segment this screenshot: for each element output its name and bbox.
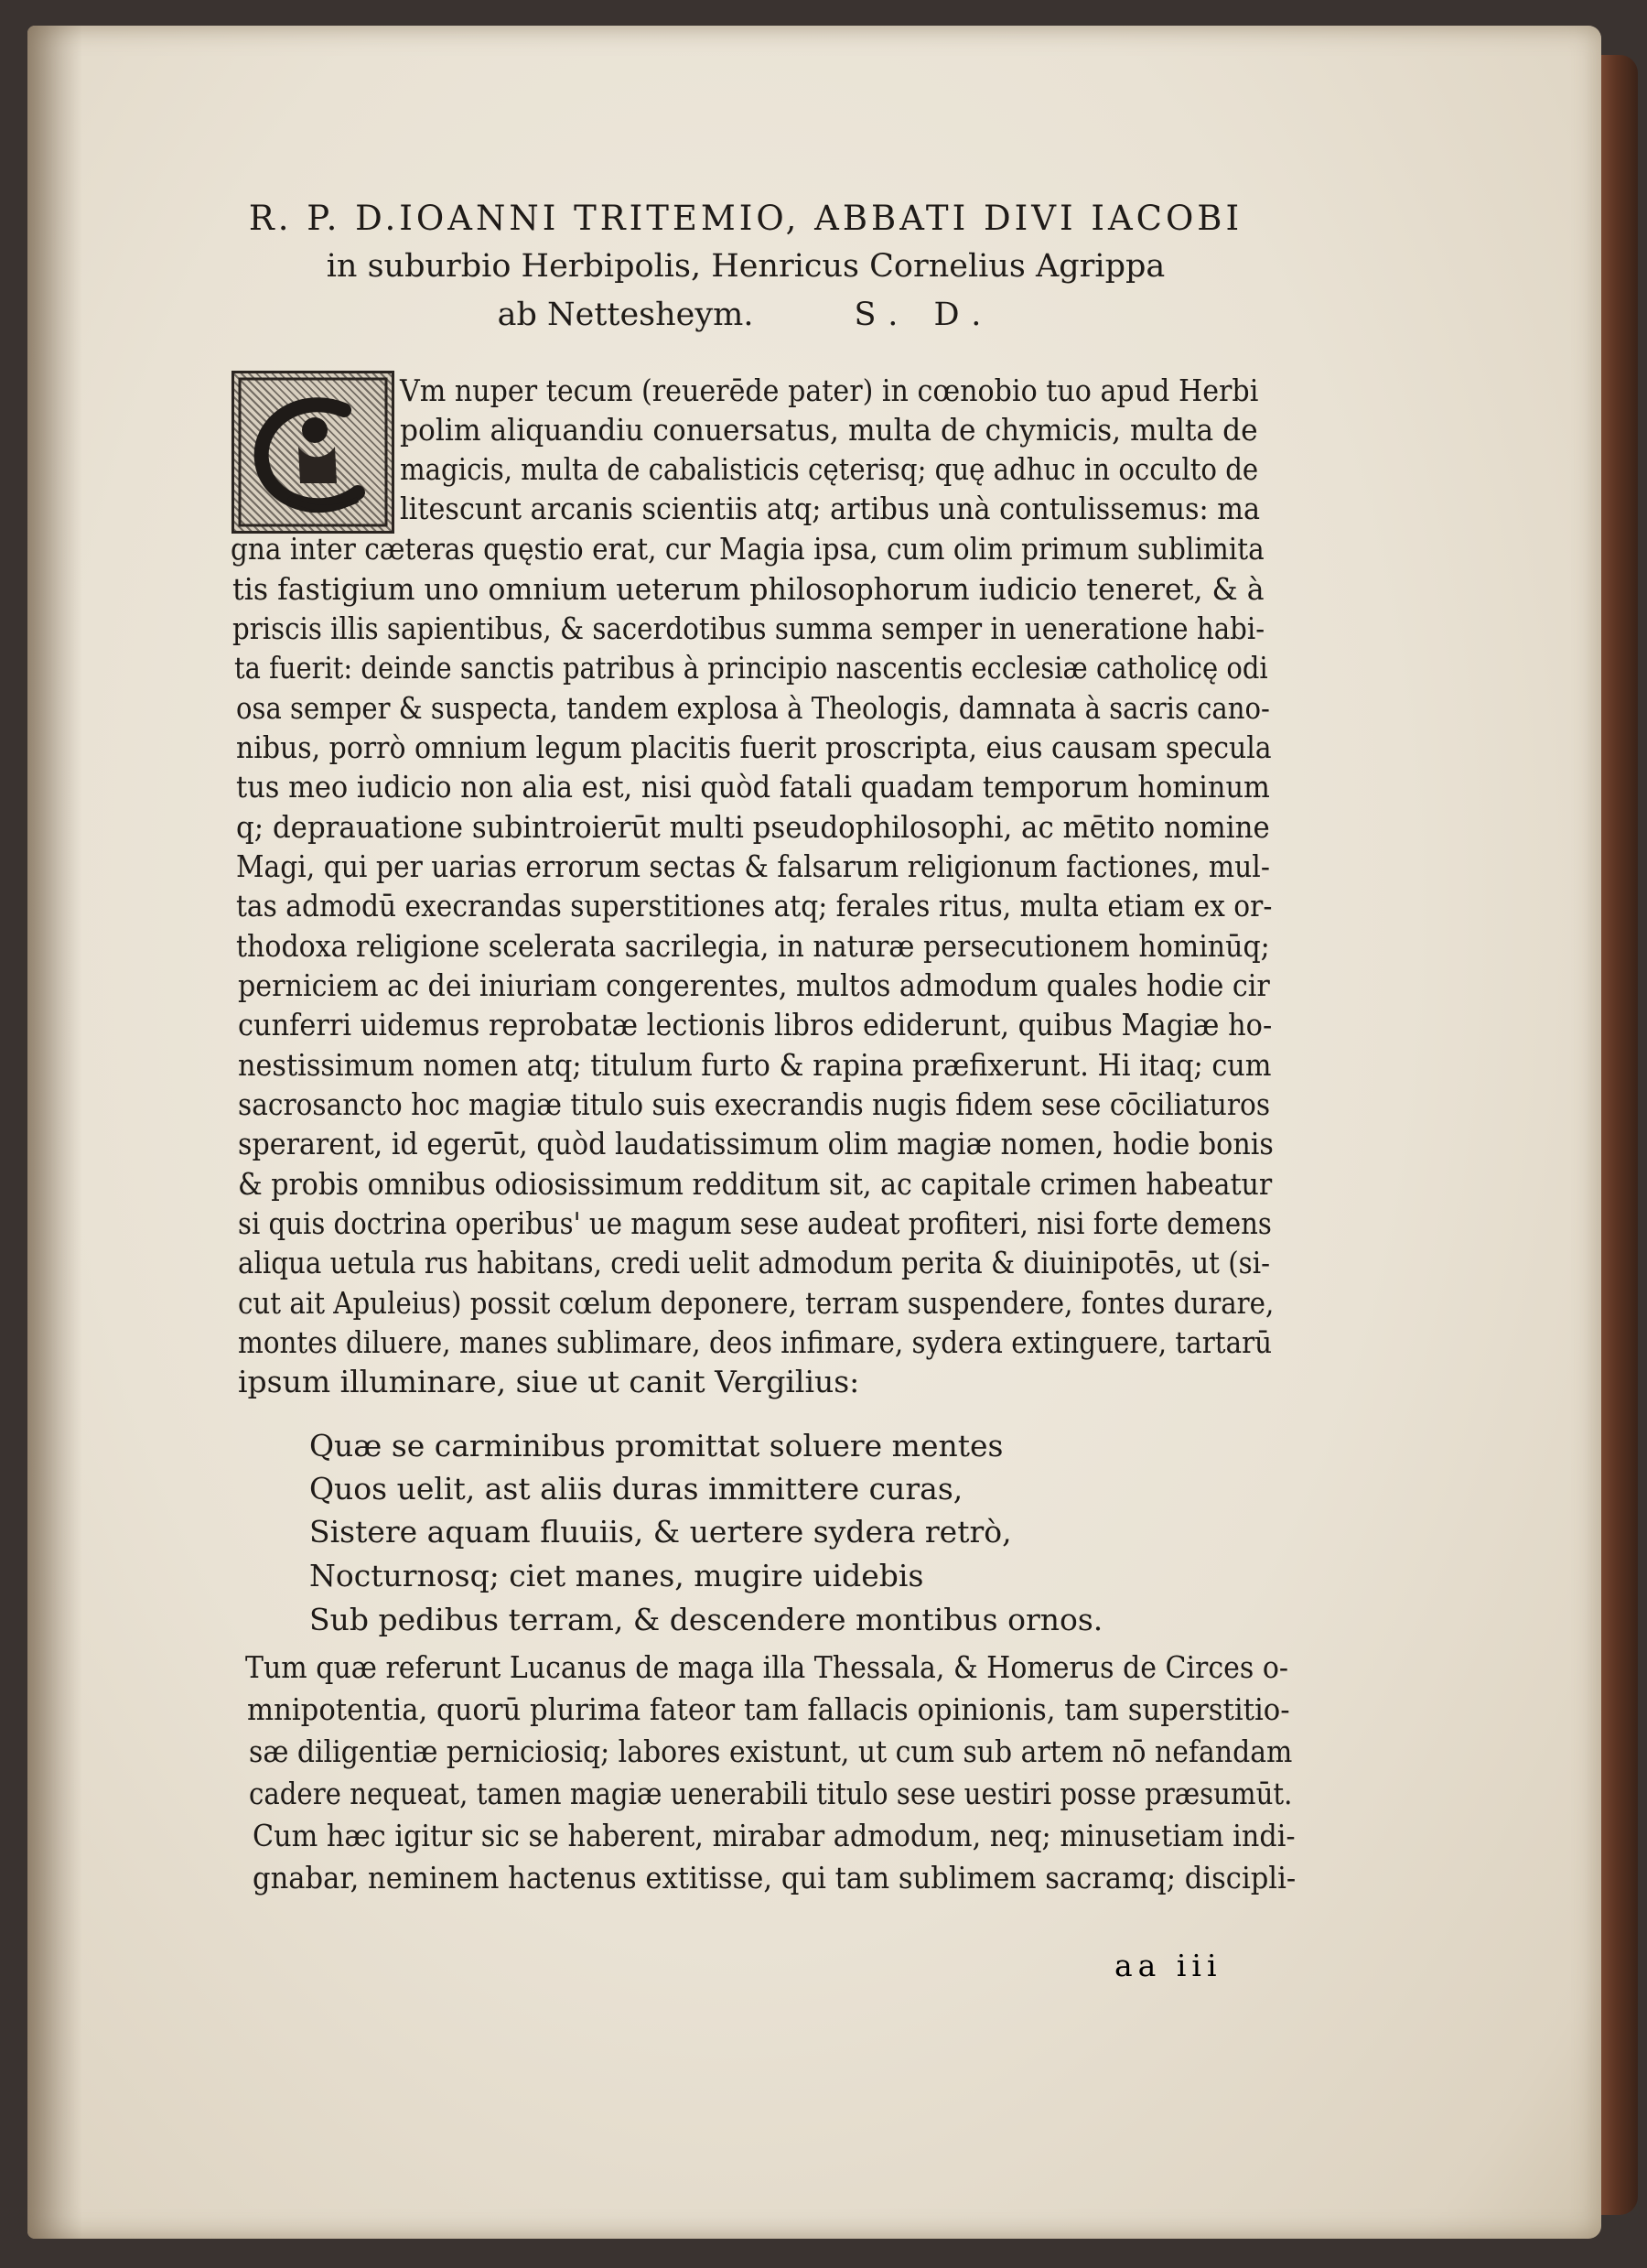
verse-line: Quos uelit, ast aliis duras immittere curas, (309, 1471, 963, 1507)
closing-line: Cum hæc igitur sic se haberent, mirabar admodum, neq; minusetiam indi- (253, 1818, 1296, 1853)
body-line: sperarent, id egerūt, quòd laudatissimum olim magiæ nomen, hodie bonis (238, 1126, 1274, 1161)
heading-line-3 (247, 291, 1244, 340)
decorated-initial-icon (231, 371, 394, 534)
body-line: Magi, qui per uarias errorum sectas & falsarum religionum factiones, mul- (236, 848, 1270, 884)
body-line: tas admodū execrandas superstitiones atq; ferales ritus, multa etiam ex or- (236, 888, 1273, 923)
body-line: si quis doctrina operibus' ue magum sese audeat profiteri, nisi forte demens (238, 1205, 1272, 1241)
gutter-shadow (27, 26, 82, 2239)
closing-line: gnabar, neminem hactenus extitisse, qui tam sublimem sacramq; discipli- (253, 1860, 1297, 1895)
body-line: nestissimum nomen atq; titulum furto & rapina præfixerunt. Hi itaq; cum (238, 1047, 1272, 1083)
body-line: montes diluere, manes sublimare, deos infimare, sydera extinguere, tartarū (238, 1324, 1273, 1360)
body-line: ipsum illuminare, siue ut canit Vergilius: (238, 1364, 860, 1399)
signature-mark: aa iii (1114, 1948, 1222, 1983)
body-line: ta fuerit: deinde sanctis patribus à principio nascentis ecclesiæ catholicę odi (234, 650, 1268, 686)
verse-line: Sistere aquam fluuiis, & uertere sydera retrò, (309, 1514, 1012, 1550)
body-line: tus meo iudicio non alia est, nisi quòd fatali quadam temporum hominum (236, 769, 1270, 805)
body-line: cut ait Apuleius) possit cœlum deponere, terram suspendere, fontes durare, (238, 1285, 1275, 1321)
heading-line-1: R. P. D.IOANNI TRITEMIO, ABBATI DIVI IACOBI (248, 199, 1243, 238)
body-line: osa semper & suspecta, tandem explosa à Theologis, damnata à sacris cano- (236, 690, 1270, 726)
body-line: litescunt arcanis scientiis atq; artibus unà contulissemus: ma (400, 491, 1261, 526)
body-line: nibus, porrò omnium legum placitis fuerit proscripta, eius causam specula (236, 729, 1272, 765)
verse-line: Sub pedibus terram, & descendere montibus ornos. (309, 1602, 1103, 1637)
body-line: q; deprauatione subintroierūt multi pseudophilosophi, ac mētito nomine (236, 809, 1270, 845)
body-line: aliqua uetula rus habitans, credi uelit admodum perita & diuinipotēs, ut (si- (238, 1245, 1271, 1280)
body-line: thodoxa religione scelerata sacrilegia, in naturæ persecutionem hominūq; (236, 928, 1270, 964)
body-line: gna inter cæteras quęstio erat, cur Magia ipsa, cum olim primum sublimita (231, 531, 1265, 567)
body-line: magicis, multa de cabalisticis cęterisq; quę adhuc in occulto de (400, 451, 1259, 487)
heading-line-2: in suburbio Herbipolis, Henricus Cornelius Agrippa (326, 248, 1166, 285)
heading-salutation: S. D. (854, 297, 995, 333)
body-line: perniciem ac dei iniuriam congerentes, multos admodum quales hodie cir (238, 967, 1270, 1003)
heading-line-3-name: ab Nettesheym. (497, 297, 754, 333)
closing-line: sæ diligentiæ perniciosiq; labores existunt, ut cum sub artem nō nefandam (249, 1733, 1293, 1769)
closing-line: Tum quæ referunt Lucanus de maga illa Thessala, & Homerus de Circes o- (245, 1649, 1288, 1685)
verse-line: Quæ se carminibus promittat soluere mentes (309, 1428, 1004, 1463)
body-line: & probis omnibus odiosissimum redditum sit, ac capitale crimen habeatur (238, 1166, 1273, 1202)
body-line: Vm nuper tecum (reuerēde pater) in cœnobio tuo apud Herbi (400, 373, 1259, 408)
body-line: cunferri uidemus reprobatæ lectionis libros ediderunt, quibus Magiæ ho- (238, 1007, 1273, 1042)
closing-line: mnipotentia, quorū plurima fateor tam fallacis opinionis, tam superstitio- (247, 1691, 1290, 1727)
body-line: tis fastigium uno omnium ueterum philosophorum iudicio teneret, & à (232, 571, 1265, 607)
body-line: priscis illis sapientibus, & sacerdotibus summa semper in ueneratione habi- (232, 610, 1265, 646)
verse-line: Nocturnosq; ciet manes, mugire uidebis (309, 1558, 924, 1593)
closing-line: cadere nequeat, tamen magiæ uenerabili titulo sese uestiri posse præsumūt. (249, 1776, 1293, 1811)
body-line: sacrosancto hoc magiæ titulo suis execrandis nugis fidem sese cōciliaturos (238, 1086, 1271, 1122)
dedication-heading (247, 194, 1244, 340)
body-line: polim aliquandiu conuersatus, multa de chymicis, multa de (400, 412, 1258, 448)
